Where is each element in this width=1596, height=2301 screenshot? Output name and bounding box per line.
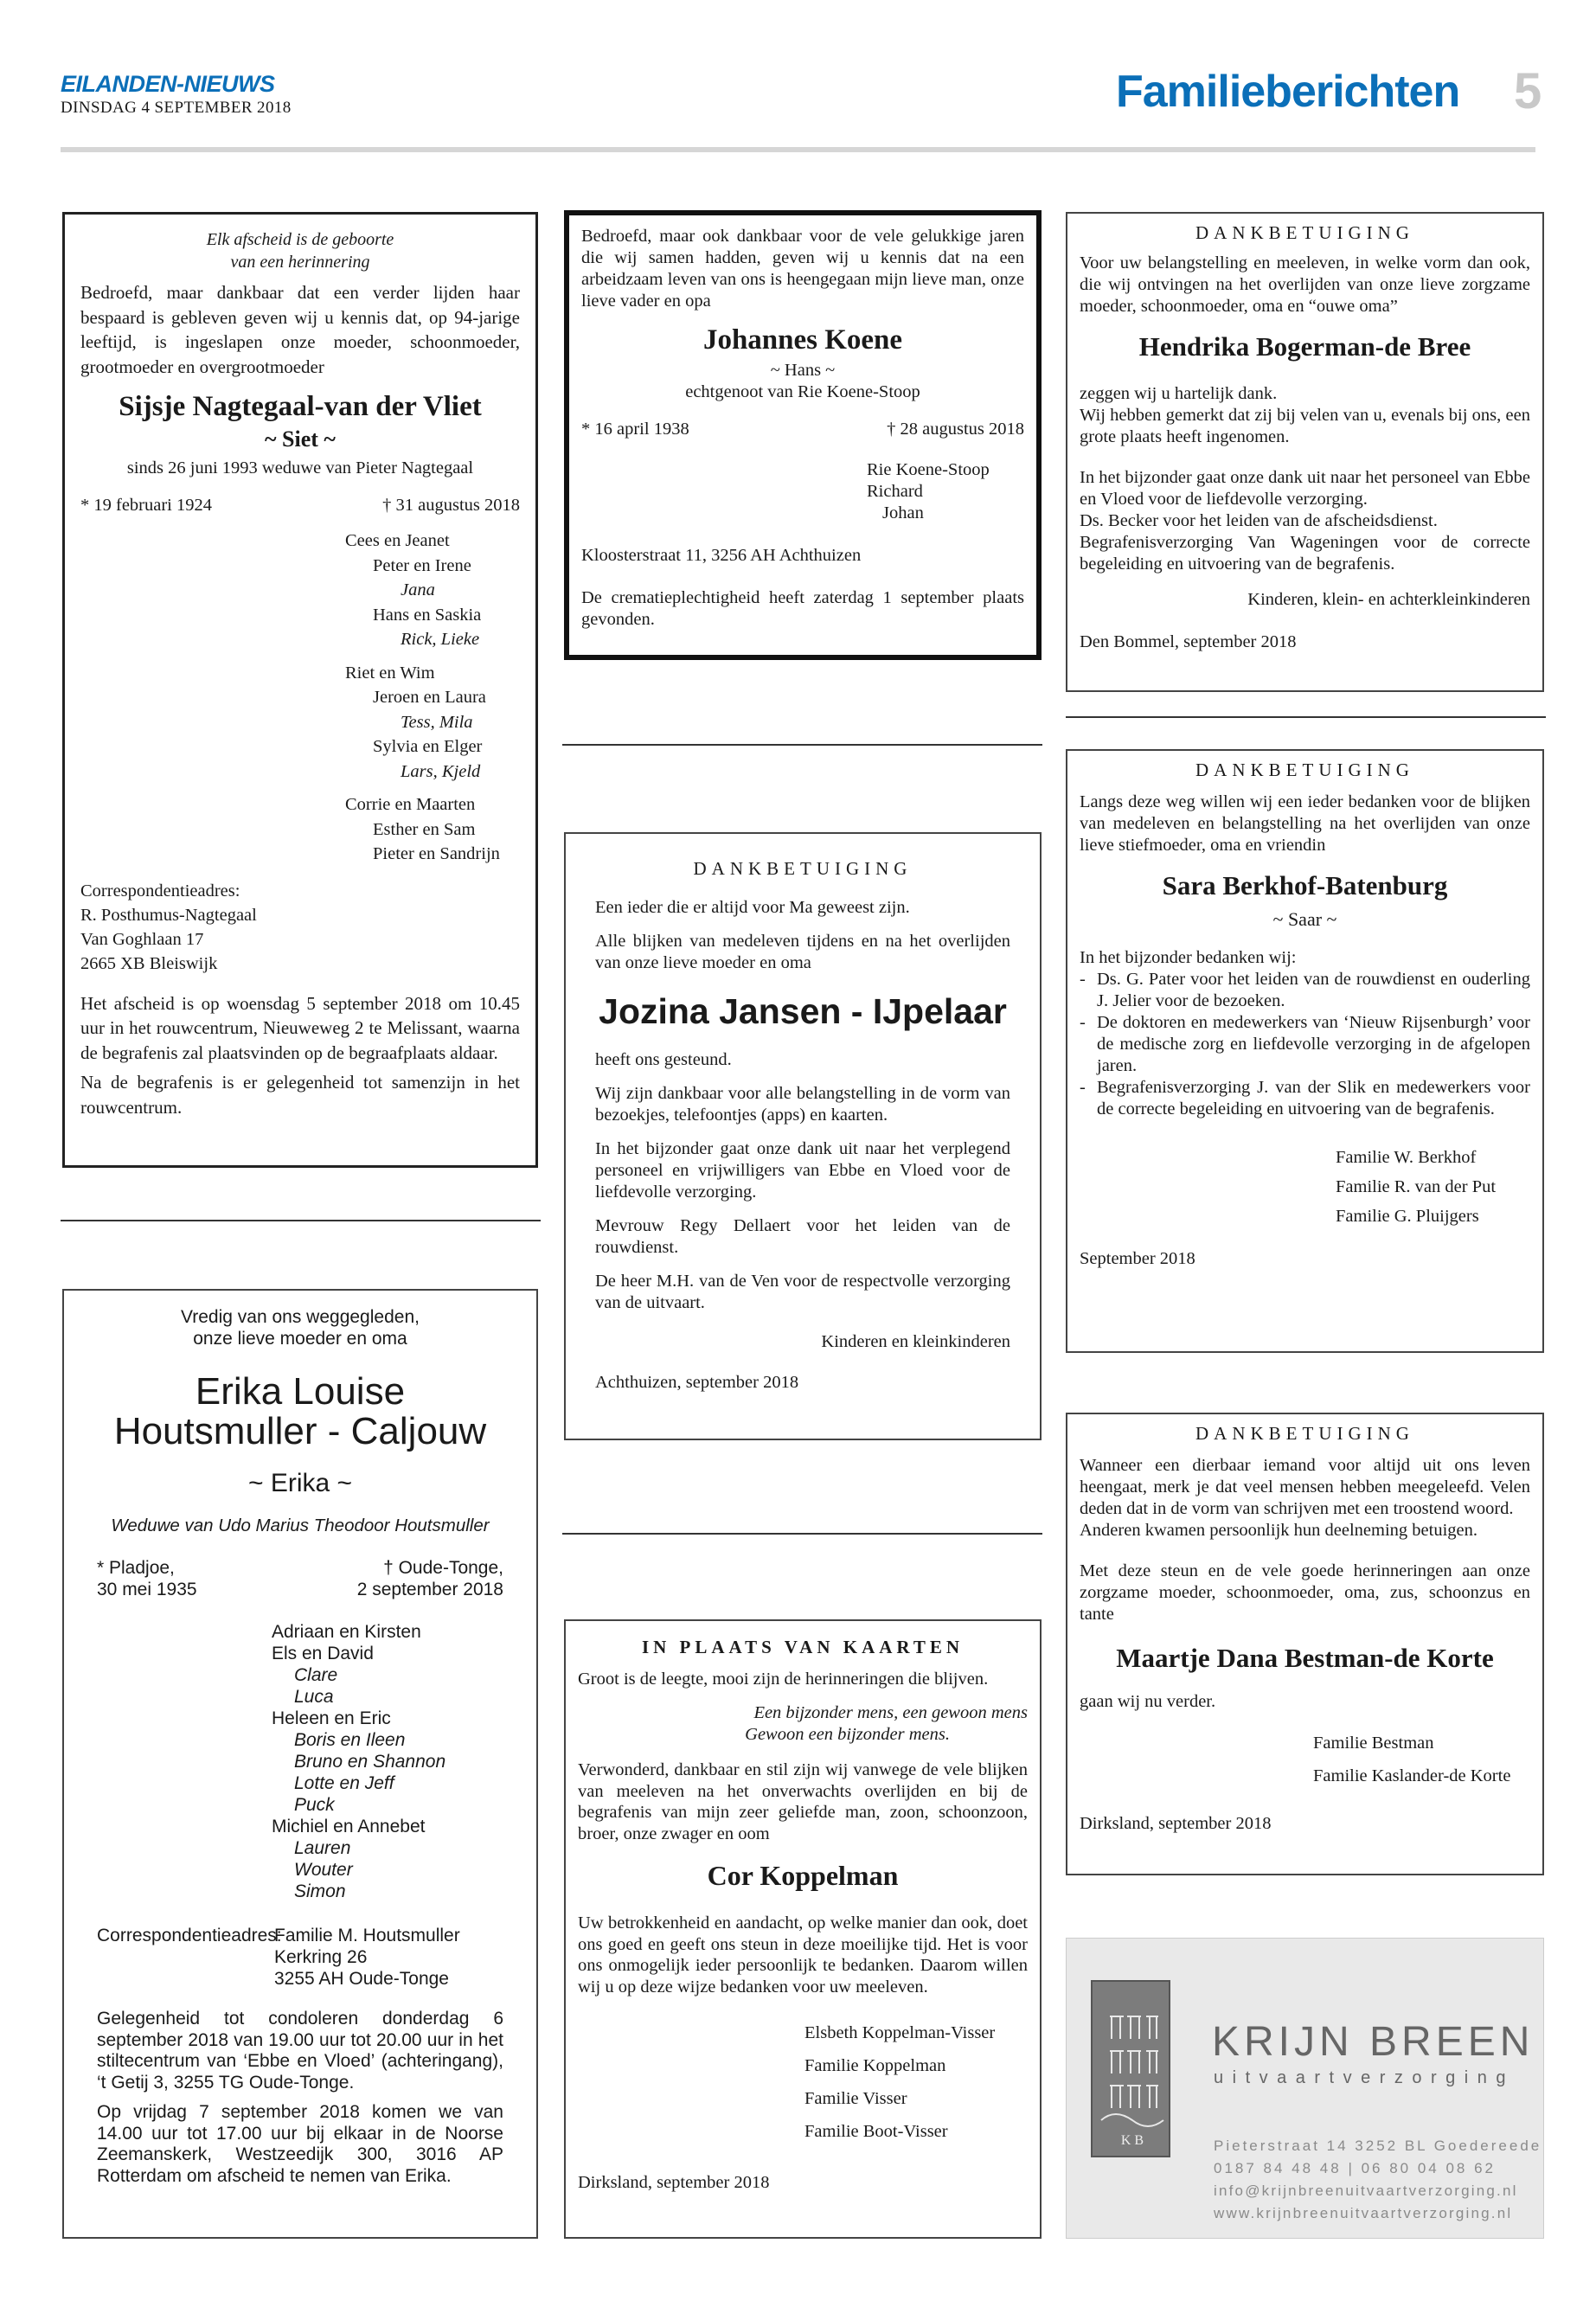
deceased-name-line-2: Houtsmuller - Caljouw xyxy=(113,1410,487,1452)
text-p1: Groot is de leegte, mooi zijn de herinneringen die blijven. xyxy=(578,1670,989,1689)
family-list xyxy=(345,529,520,867)
ad-heading: IN PLAATS VAN KAARTEN xyxy=(641,1637,965,1657)
thanks-jansen xyxy=(564,832,1042,1440)
logo-letters: K B xyxy=(1120,2133,1144,2148)
thanks-item-text: Ds. G. Pater voor het leiden van de rouwdienst en ouderling J. Jelier voor de bezoeken. xyxy=(1097,970,1530,1010)
signer: Familie Bestman xyxy=(1313,1734,1434,1753)
family-member: Heleen en Eric xyxy=(272,1708,391,1728)
correspondence-address xyxy=(80,879,520,976)
widow-line: sinds 26 juni 1993 weduwe van Pieter Nagtegaal xyxy=(126,458,474,478)
deceased-name: Sijsje Nagtegaal-van der Vliet xyxy=(119,391,482,422)
family-member: Lotte en Jeff xyxy=(294,1773,394,1793)
correspondence-lines xyxy=(274,1925,460,1990)
krijn-breen-advert xyxy=(1066,1938,1544,2239)
logo-graphic xyxy=(1093,1982,1172,2159)
brand-name: KRIJN BREEN xyxy=(1212,2019,1535,2065)
place-date: Dirksland, september 2018 xyxy=(1080,1814,1272,1833)
motto-line-2: van een herinnering xyxy=(230,253,370,272)
family-member: Riet en Wim xyxy=(345,663,435,683)
intro-line-2: onze lieve moeder en oma xyxy=(193,1329,407,1349)
family-member: Lauren xyxy=(294,1838,351,1858)
signers xyxy=(804,2016,1028,2148)
birth-date: 30 mei 1935 xyxy=(97,1580,197,1599)
motto-line-1: Elk afscheid is de geboorte xyxy=(206,230,394,249)
family-member: Boris en Ileen xyxy=(294,1730,406,1750)
intro-text: Bedroefd, maar ook dankbaar voor de vele gelukkige jaren die wij samen hadden, geven wij u kennis dat na een arbeidzaam leven van ons is heengegaan mijn lieve man, onze lieve vader en opa xyxy=(581,227,1024,311)
nickname: ~ Saar ~ xyxy=(1272,908,1337,930)
website[interactable]: www.krijnbreenuitvaartverzorging.nl xyxy=(1214,2205,1513,2221)
place-date: Dirksland, september 2018 xyxy=(578,2173,770,2192)
text-p5: Ds. Becker voor het leiden van de afscheidsdienst. xyxy=(1080,511,1438,530)
text-p1: Wanneer een dierbaar iemand voor altijd uit ons leven heengaat, merk je dat veel mensen hebben meegeleefd. Velen deden dat in de vorm van schrijven met een troostend woord. xyxy=(1080,1456,1530,1518)
family-member: Lars, Kjeld xyxy=(401,761,481,781)
nickname: ~ Siet ~ xyxy=(265,426,336,452)
text-p4: In het bijzonder gaat onze dank uit naar het personeel van Ebbe en Vloed voor de liefdevolle verzorging. xyxy=(1080,468,1530,509)
family-member: Hans en Saskia xyxy=(373,605,482,625)
obituary-koene xyxy=(564,210,1042,660)
signer: Familie Visser xyxy=(804,2089,907,2108)
family-member: Corrie en Maarten xyxy=(345,795,476,814)
quote-line-2: Gewoon een bijzonder mens. xyxy=(745,1725,950,1744)
ceremony-note: De crematieplechtigheid heeft zaterdag 1 september plaats gevonden. xyxy=(581,588,1024,629)
family-member: Simon xyxy=(294,1881,346,1901)
family-list xyxy=(867,459,1024,524)
intro-line-1: Vredig van ons weggegleden, xyxy=(181,1307,420,1327)
spouse-line: echtgenoot van Rie Koene-Stoop xyxy=(685,382,920,401)
masthead: EILANDEN-NIEUWS xyxy=(61,71,275,97)
text-p2: Anderen kwamen persoonlijk hun deelneming betuigen. xyxy=(1080,1521,1477,1540)
family-member: Clare xyxy=(294,1665,338,1685)
text-p4: gaan wij nu verder. xyxy=(1080,1692,1216,1711)
death-date: † 31 augustus 2018 xyxy=(382,496,520,515)
dates-row xyxy=(80,495,520,516)
text-p6: Begrafenisverzorging Van Wageningen voor de correcte begeleiding en uitvoering van de begrafenis. xyxy=(1080,533,1530,574)
text-p1: Voor uw belangstelling en meeleven, in welke vorm dan ook, die wij ontvingen na het overlijden van onze lieve zorgzame moeder, schoonmoeder, oma en “ouwe oma” xyxy=(1080,253,1530,316)
correspondence-line: 3255 AH Oude-Tonge xyxy=(274,1969,449,1989)
signer: Familie R. van der Put xyxy=(1336,1177,1497,1196)
deceased-name: Maartje Dana Bestman-de Korte xyxy=(1116,1643,1494,1673)
text-p6: Mevrouw Regy Dellaert voor het leiden van de rouwdienst. xyxy=(595,1216,1010,1257)
deceased-name-line-1: Erika Louise xyxy=(195,1370,406,1413)
after-text: Na de begrafenis is er gelegenheid tot samenzijn in het rouwcentrum. xyxy=(80,1072,520,1118)
deceased-name: Jozina Jansen - IJpelaar xyxy=(599,991,1007,1031)
deceased-name: Sara Berkhof-Batenburg xyxy=(1162,870,1448,901)
deceased-name: Johannes Koene xyxy=(702,324,903,356)
thanks-berkhof xyxy=(1066,749,1544,1353)
email[interactable]: info@krijnbreenuitvaartverzorging.nl xyxy=(1214,2182,1518,2199)
family-list xyxy=(272,1621,503,1902)
family-member: Els en David xyxy=(272,1644,374,1663)
widow-line: Weduwe van Udo Marius Theodoor Houtsmuller xyxy=(111,1516,490,1535)
thanks-bestman xyxy=(1066,1413,1544,1875)
thanks-koppelman xyxy=(564,1619,1042,2239)
death-place: † Oude-Tonge, xyxy=(383,1558,503,1578)
text-p5: In het bijzonder gaat onze dank uit naar het verplegend personeel en vrijwilligers van Ebbe en Vloed voor de liefdevolle verzorging. xyxy=(595,1139,1010,1202)
correspondence-line: Kerkring 26 xyxy=(274,1947,368,1967)
family-member: Rie Koene-Stoop xyxy=(867,460,990,479)
dateline: DINSDAG 4 SEPTEMBER 2018 xyxy=(61,99,292,117)
family-member: Michiel en Annebet xyxy=(272,1817,426,1836)
text-p2: Alle blijken van medeleven tijdens en na het overlijden van onze lieve moeder en oma xyxy=(595,932,1010,972)
text-p1: Langs deze weg willen wij een ieder bedanken voor de blijken van medeleven en belangstelling na het overlijden van onze lieve stiefmoeder, oma en vriendin xyxy=(1080,792,1530,855)
column-separator xyxy=(61,1220,541,1221)
bullet-dash: - xyxy=(1080,970,1086,989)
family-spacer xyxy=(345,652,520,661)
text-p3: Uw betrokkenheid en aandacht, op welke manier dan ook, doet ons goed en geeft ons steun in deze moeilijke tijd. Het is voor ons onmogelijk ieder persoonlijk te bedanken. Daarom willen wij u op deze wijze bedanken voor uw meeleven. xyxy=(578,1913,1028,1997)
farewell-text: Op vrijdag 7 september 2018 komen we van 14.00 uur tot 17.00 uur bij elkaar in de Noorse Zeemanskerk, Westzeedijk 300, 3016 AP Rotterdam om afscheid te nemen van Erika. xyxy=(97,2102,503,2186)
text-p7: De heer M.H. van de Ven voor de respectvolle verzorging van de uitvaart. xyxy=(595,1272,1010,1312)
column-separator xyxy=(562,744,1042,746)
place-date: September 2018 xyxy=(1080,1249,1195,1268)
family-member: Tess, Mila xyxy=(401,712,473,732)
nickname: ~ Hans ~ xyxy=(770,361,836,380)
birth-block xyxy=(97,1557,197,1600)
phone: 0187 84 48 48 | 06 80 04 08 62 xyxy=(1214,2160,1497,2176)
family-member: Johan xyxy=(882,503,924,522)
signature: Kinderen, klein- en achterkleinkinderen xyxy=(1247,590,1530,609)
family-member: Sylvia en Elger xyxy=(373,737,483,756)
deceased-name: Cor Koppelman xyxy=(707,1860,899,1891)
death-date: † 28 augustus 2018 xyxy=(887,420,1024,439)
birth-date: * 19 februari 1924 xyxy=(80,496,212,515)
family-member: Peter en Irene xyxy=(373,555,471,575)
brand-tagline: uitvaartverzorging xyxy=(1214,2068,1515,2087)
family-member: Pieter en Sandrijn xyxy=(373,844,500,863)
header-rule xyxy=(61,147,1535,152)
address: Pieterstraat 14 3252 BL Goedereede xyxy=(1214,2138,1542,2154)
nickname: ~ Erika ~ xyxy=(247,1469,353,1497)
family-member: Adriaan en Kirsten xyxy=(272,1622,421,1642)
family-spacer xyxy=(345,784,520,792)
signer: Familie Kaslander-de Korte xyxy=(1313,1766,1511,1785)
family-member: Puck xyxy=(294,1795,335,1815)
address-line: Van Goghlaan 17 xyxy=(80,929,204,949)
signers xyxy=(1336,1143,1530,1231)
obituary-nagtegaal xyxy=(62,212,538,1168)
page-number: 5 xyxy=(1514,63,1542,119)
correspondence-line: Familie M. Houtsmuller xyxy=(274,1926,460,1945)
signature: Kinderen en kleinkinderen xyxy=(821,1332,1010,1351)
death-date: 2 september 2018 xyxy=(356,1580,503,1599)
place-date: Den Bommel, september 2018 xyxy=(1080,632,1297,651)
family-member: Rick, Lieke xyxy=(401,630,480,649)
text-p2: zeggen wij u hartelijk dank. xyxy=(1080,384,1278,403)
thanks-item-text: De doktoren en medewerkers van ‘Nieuw Rijsenburgh’ voor de medische zorg en liefdevolle verzorging in de afgelopen jaren. xyxy=(1097,1013,1530,1075)
ad-heading: DANKBETUIGING xyxy=(693,858,913,879)
text-p4: Wij zijn dankbaar voor alle belangstelling in de vorm van bezoekjes, telefoontjes (apps) en kaarten. xyxy=(595,1084,1010,1125)
bullet-dash: - xyxy=(1080,1078,1086,1097)
dates-row xyxy=(97,1557,503,1600)
signer: Familie W. Berkhof xyxy=(1336,1148,1477,1167)
family-member: Richard xyxy=(867,482,923,501)
signer: Familie Koppelman xyxy=(804,2056,946,2075)
column-separator xyxy=(562,1533,1042,1535)
signer: Familie Boot-Visser xyxy=(804,2122,948,2141)
correspondence-label: Correspondentieadres: xyxy=(97,1926,282,1945)
family-member: Jana xyxy=(401,580,435,599)
family-member: Esther en Sam xyxy=(373,819,476,839)
thanks-bogerman xyxy=(1066,212,1544,692)
section-title: Familieberichten xyxy=(1116,67,1460,117)
place-date: Achthuizen, september 2018 xyxy=(595,1373,799,1392)
family-member: Jeroen en Laura xyxy=(373,688,486,707)
ad-heading: DANKBETUIGING xyxy=(1195,760,1414,780)
text-p3: heeft ons gesteund. xyxy=(595,1050,732,1069)
text-p1: Een ieder die er altijd voor Ma geweest zijn. xyxy=(595,898,910,917)
address-line: 2665 XB Bleiswijk xyxy=(80,953,218,973)
birth-place: * Pladjoe, xyxy=(97,1558,175,1578)
text-p3: Wij hebben gemerkt dat zij bij velen van u, evenals bij ons, een grote plaats heeft ingenomen. xyxy=(1080,406,1530,446)
quote-line-1: Een bijzonder mens, een gewoon mens xyxy=(753,1703,1028,1722)
logo-mark xyxy=(1091,1980,1170,2157)
text-p2: Verwonderd, dankbaar en stil zijn wij vanwege de vele blijken van meeleven na het onverwachts overlijden en bij de begrafenis van mijn zeer geliefde man, zoon, schoonzoon, broer, onze zwager en oom xyxy=(578,1760,1028,1843)
dates-row xyxy=(581,419,1024,440)
signer: Familie G. Pluijgers xyxy=(1336,1207,1479,1226)
intro-text: Bedroefd, maar dankbaar dat een verder lijden haar bespaard is gebleven geven wij u kennis dat, op 94-jarige leeftijd, is ingeslapen onze moeder, schoonmoeder, grootmoeder en overgrootmoeder xyxy=(80,282,520,377)
signer: Elsbeth Koppelman-Visser xyxy=(804,2023,996,2042)
family-member: Luca xyxy=(294,1687,334,1707)
birth-date: * 16 april 1938 xyxy=(581,420,689,439)
condolence-text: Gelegenheid tot condoleren donderdag 6 september 2018 van 19.00 uur tot 20.00 uur in het stiltecentrum van ‘Ebbe en Vloed’ (achteringang), ‘t Getij 3, 3255 TG Oude-Tonge. xyxy=(97,2009,503,2093)
family-member: Wouter xyxy=(294,1860,353,1880)
deceased-name: Hendrika Bogerman-de Bree xyxy=(1138,331,1471,362)
address: Kloosterstraat 11, 3256 AH Achthuizen xyxy=(581,546,862,565)
thanks-item xyxy=(1080,1077,1530,1120)
farewell-text: Het afscheid is op woensdag 5 september 2018 om 10.45 uur in het rouwcentrum, Nieuweweg 2 te Melissant, waarna de begrafenis zal plaatsvinden op de begraafplaats aldaar. xyxy=(80,992,520,1063)
text-p3: Met deze steun en de vele goede herinneringen aan onze zorgzame moeder, schoonmoeder, oma, zus, schoonzus en tante xyxy=(1080,1561,1530,1624)
thanks-item xyxy=(1080,1012,1530,1077)
bullet-dash: - xyxy=(1080,1013,1086,1032)
address-line: Correspondentieadres: xyxy=(80,881,240,901)
thanks-item-text: Begrafenisverzorging J. van der Slik en medewerkers voor de correcte begeleiding en uitvoering van de begrafenis. xyxy=(1097,1078,1530,1118)
thanks-list xyxy=(1080,969,1530,1120)
ad-heading: DANKBETUIGING xyxy=(1195,222,1414,243)
text-p2: In het bijzonder bedanken wij: xyxy=(1080,948,1297,967)
address-line: R. Posthumus-Nagtegaal xyxy=(80,905,257,925)
signers xyxy=(1313,1727,1530,1792)
correspondence-block xyxy=(97,1925,503,1990)
thanks-item xyxy=(1080,969,1530,1012)
ad-heading: DANKBETUIGING xyxy=(1195,1423,1414,1444)
family-member: Bruno en Shannon xyxy=(294,1752,446,1772)
obituary-houtsmuller xyxy=(62,1289,538,2239)
column-separator xyxy=(1066,716,1546,718)
death-block xyxy=(357,1557,503,1600)
family-member: Cees en Jeanet xyxy=(345,531,450,550)
